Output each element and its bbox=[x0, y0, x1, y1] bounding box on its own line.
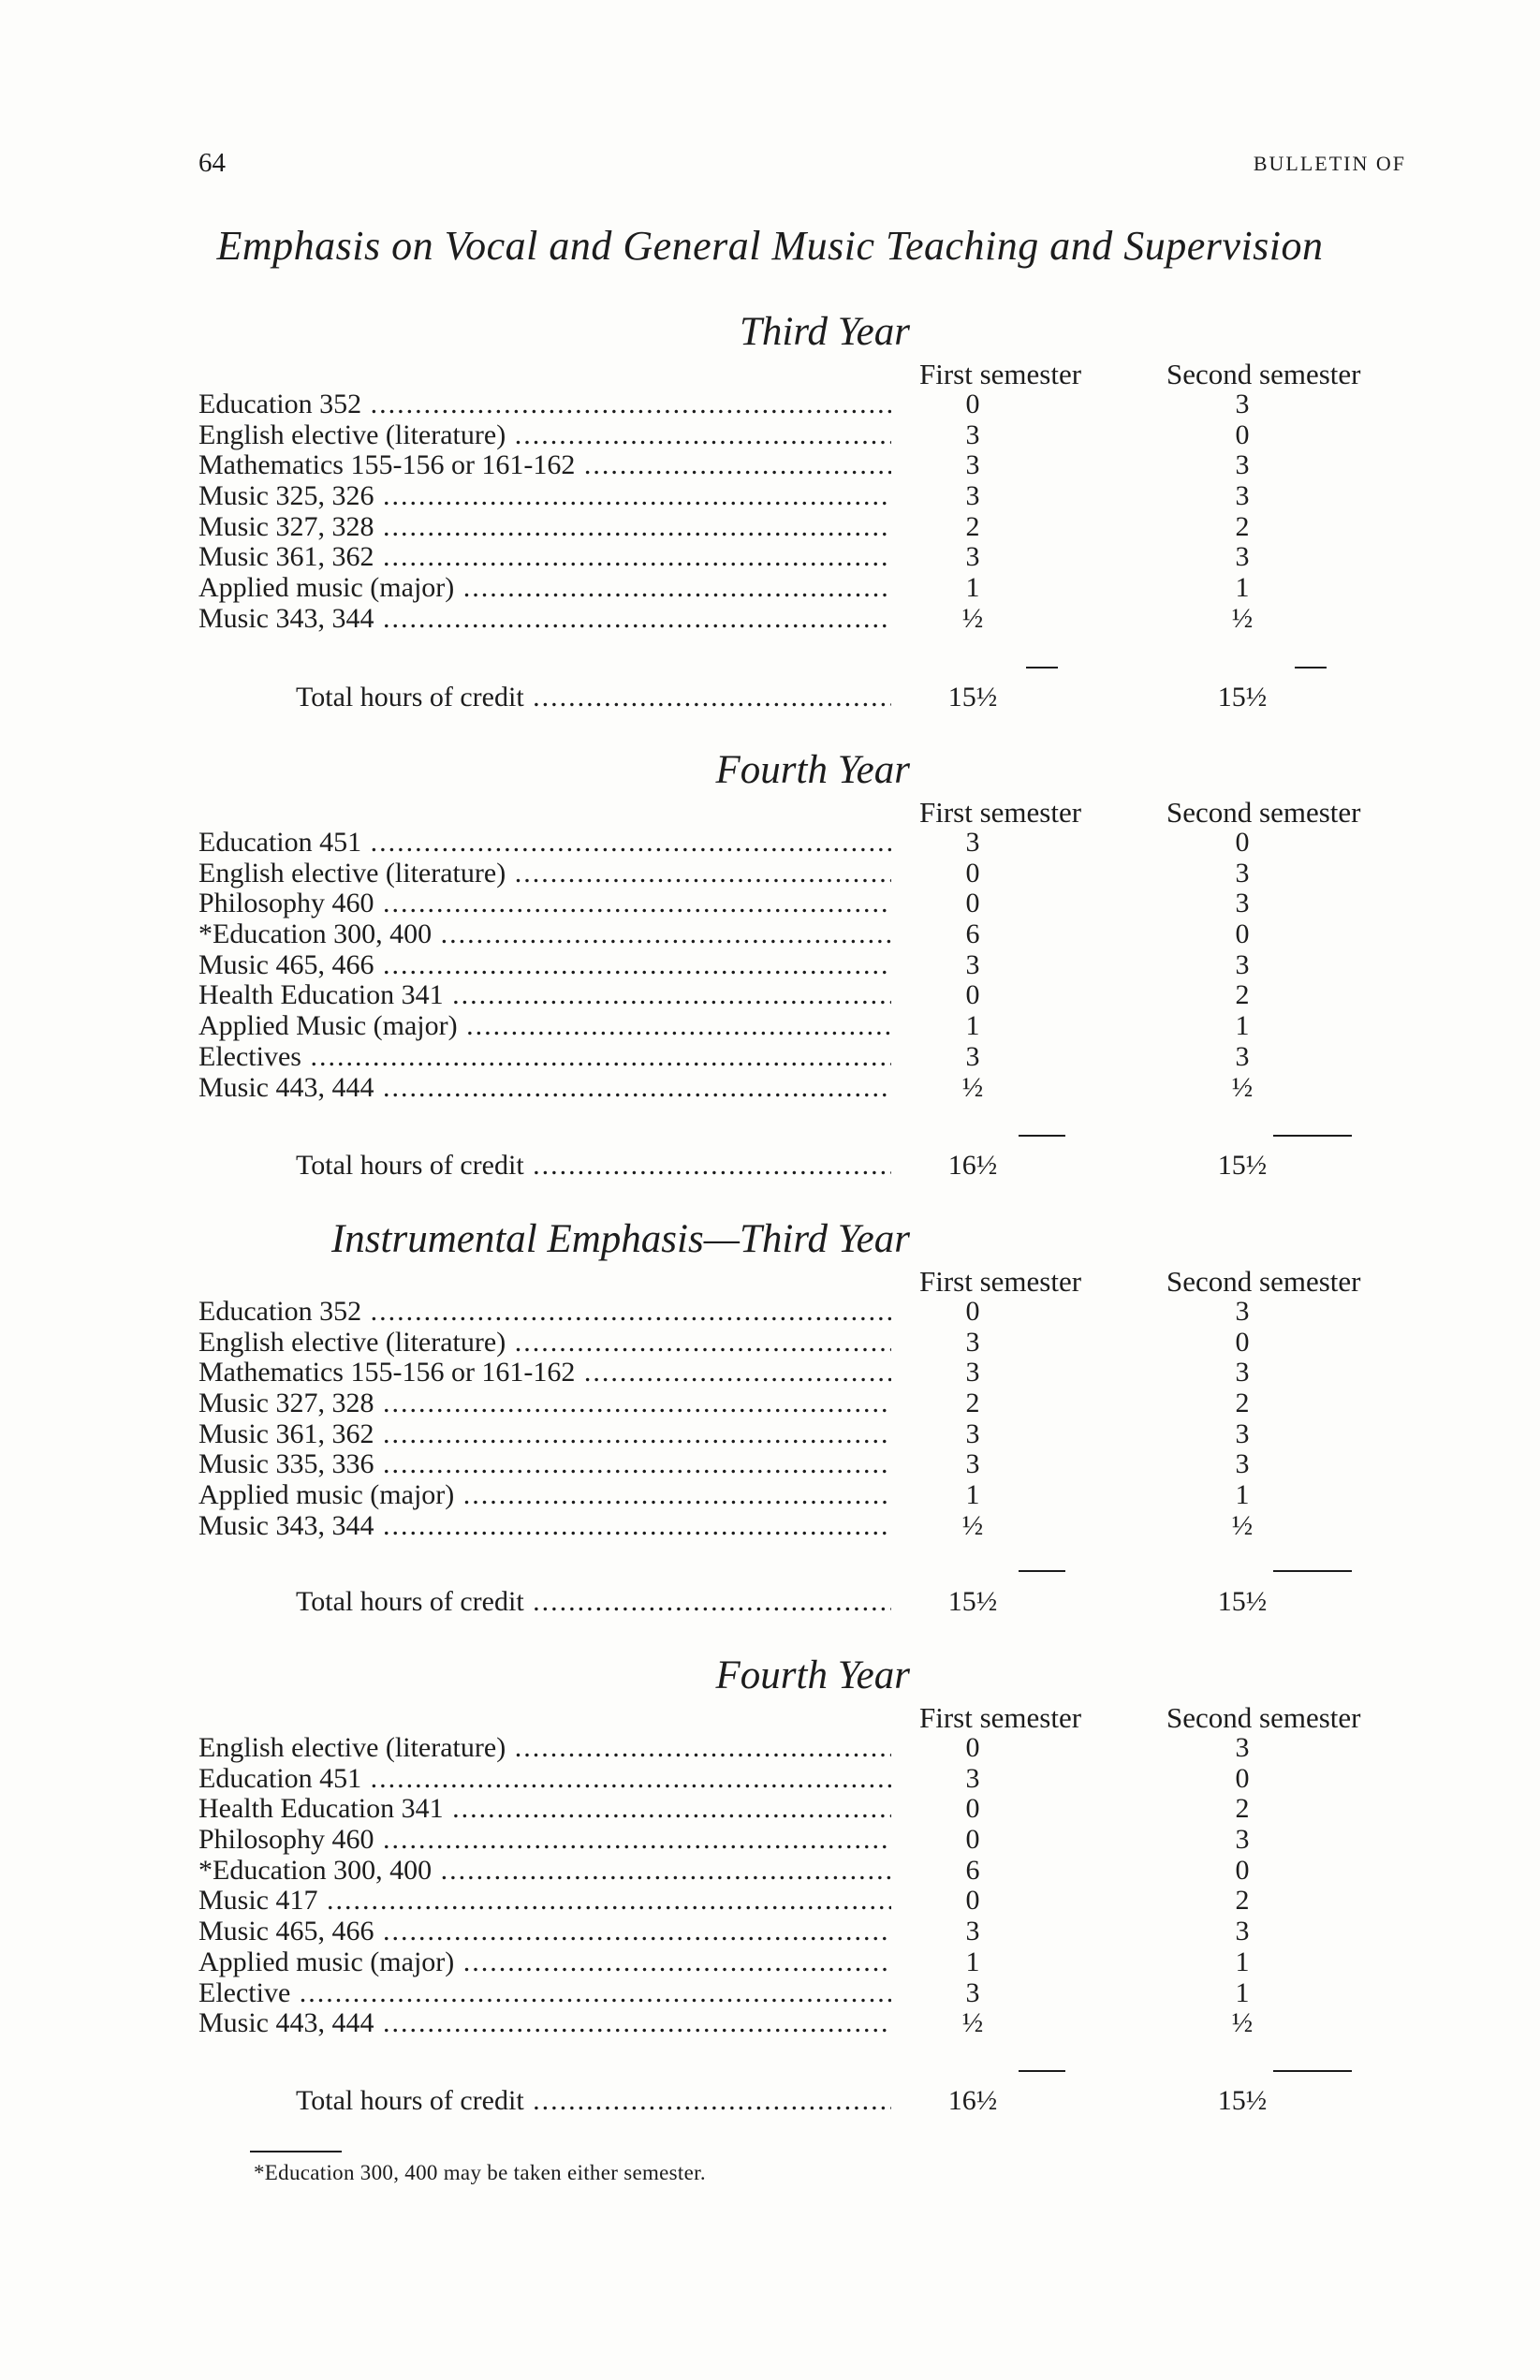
column-header-second-semester: Second semester bbox=[1166, 1265, 1361, 1298]
course-row bbox=[198, 542, 1406, 573]
second-semester-hours: 1 bbox=[1235, 1946, 1250, 1977]
course-label: English elective (literature) ..... bbox=[198, 859, 891, 889]
section-title: Third Year bbox=[739, 310, 910, 354]
section-title: Fourth Year bbox=[715, 748, 910, 792]
course-label: Music 327, 328 ..... bbox=[198, 512, 891, 543]
course-row bbox=[198, 1449, 1406, 1480]
course-label: Health Education 341 ..... bbox=[198, 980, 891, 1011]
course-row bbox=[198, 1886, 1406, 1917]
second-semester-hours: ½ bbox=[1231, 1071, 1254, 1103]
course-label: Philosophy 460 ..... bbox=[198, 1825, 891, 1856]
course-list bbox=[198, 1297, 1406, 1542]
total-row bbox=[198, 1150, 1406, 1182]
total-second-semester: 15½ bbox=[1217, 682, 1268, 713]
total-row bbox=[198, 682, 1406, 713]
course-row bbox=[198, 2008, 1406, 2039]
course-row bbox=[198, 1794, 1406, 1825]
first-semester-hours: 3 bbox=[965, 948, 980, 980]
course-label: Applied music (major) ..... bbox=[198, 573, 891, 604]
running-head bbox=[198, 148, 1406, 185]
first-semester-hours: 0 bbox=[965, 1793, 980, 1825]
course-label: Music 465, 466 ..... bbox=[198, 1917, 891, 1947]
second-semester-hours: 3 bbox=[1235, 541, 1250, 573]
course-label: *Education 300, 400 ..... bbox=[198, 919, 891, 950]
course-row bbox=[198, 1358, 1406, 1388]
first-semester-hours: 0 bbox=[965, 389, 980, 419]
total-first-semester: 15½ bbox=[947, 1586, 998, 1617]
course-label: Music 343, 344 ..... bbox=[198, 1511, 891, 1542]
course-row bbox=[198, 828, 1406, 859]
first-semester-hours: 3 bbox=[965, 1418, 980, 1449]
course-row bbox=[198, 1297, 1406, 1328]
total-first-semester: 16½ bbox=[947, 1150, 998, 1181]
course-label: Mathematics 155-156 or 161-162 ..... bbox=[198, 450, 891, 481]
second-semester-hours: 0 bbox=[1235, 1762, 1250, 1794]
course-row bbox=[198, 980, 1406, 1011]
footnote: *Education 300, 400 may be taken either semester. bbox=[254, 2161, 706, 2184]
sum-rule-second bbox=[1295, 667, 1327, 668]
second-semester-hours: 1 bbox=[1235, 1976, 1250, 2008]
first-semester-hours: ½ bbox=[961, 2007, 984, 2039]
course-row bbox=[198, 1733, 1406, 1764]
course-list bbox=[198, 389, 1406, 635]
first-semester-hours: 3 bbox=[965, 1448, 980, 1480]
course-row bbox=[198, 1480, 1406, 1511]
course-row bbox=[198, 1073, 1406, 1104]
second-semester-hours: 3 bbox=[1235, 948, 1250, 980]
course-label: Applied Music (major) ..... bbox=[198, 1011, 891, 1042]
second-semester-hours: ½ bbox=[1231, 2007, 1254, 2039]
first-semester-hours: 0 bbox=[965, 1732, 980, 1763]
first-semester-hours: 3 bbox=[965, 1326, 980, 1358]
course-row bbox=[198, 1978, 1406, 2009]
course-row bbox=[198, 512, 1406, 543]
second-semester-hours: 0 bbox=[1235, 1854, 1250, 1886]
course-label: Music 465, 466 ..... bbox=[198, 950, 891, 981]
sum-rule-second bbox=[1273, 1135, 1352, 1137]
second-semester-hours: 2 bbox=[1235, 510, 1250, 542]
second-semester-hours: 3 bbox=[1235, 1916, 1250, 1947]
first-semester-hours: 0 bbox=[965, 979, 980, 1011]
sum-rule-second bbox=[1273, 1570, 1352, 1572]
course-label: English elective (literature) ..... bbox=[198, 1733, 891, 1764]
total-second-semester: 15½ bbox=[1217, 1150, 1268, 1181]
second-semester-hours: 0 bbox=[1235, 1326, 1250, 1358]
course-row bbox=[198, 1328, 1406, 1359]
course-label: Education 451 ..... bbox=[198, 1764, 891, 1795]
second-semester-hours: 3 bbox=[1235, 1824, 1250, 1856]
first-semester-hours: 3 bbox=[965, 1976, 980, 2008]
course-label: Mathematics 155-156 or 161-162 ..... bbox=[198, 1358, 891, 1388]
first-semester-hours: 3 bbox=[965, 827, 980, 858]
course-label: Applied music (major) ..... bbox=[198, 1947, 891, 1978]
second-semester-hours: 2 bbox=[1235, 979, 1250, 1011]
second-semester-hours: 0 bbox=[1235, 918, 1250, 950]
total-label: Total hours of credit ..... bbox=[296, 682, 891, 713]
course-label: Elective ..... bbox=[198, 1978, 891, 2009]
course-label: Music 361, 362 ..... bbox=[198, 542, 891, 573]
first-semester-hours: 2 bbox=[965, 510, 980, 542]
second-semester-hours: 2 bbox=[1235, 1793, 1250, 1825]
course-label: Education 451 ..... bbox=[198, 828, 891, 859]
first-semester-hours: 0 bbox=[965, 1885, 980, 1917]
total-label: Total hours of credit ..... bbox=[296, 1150, 891, 1182]
total-first-semester: 15½ bbox=[947, 682, 998, 713]
second-semester-hours: ½ bbox=[1231, 602, 1254, 634]
sum-rule-first bbox=[1019, 1570, 1065, 1572]
column-header-first-semester: First semester bbox=[919, 1701, 1082, 1734]
first-semester-hours: 3 bbox=[965, 1357, 980, 1388]
total-first-semester: 16½ bbox=[947, 2085, 998, 2116]
course-row bbox=[198, 389, 1406, 420]
first-semester-hours: ½ bbox=[961, 602, 984, 634]
course-row bbox=[198, 450, 1406, 481]
second-semester-hours: 3 bbox=[1235, 389, 1250, 419]
main-heading: Emphasis on Vocal and General Music Teaching and Supervision bbox=[216, 223, 1324, 269]
course-label: Education 352 ..... bbox=[198, 1297, 891, 1328]
second-semester-hours: 3 bbox=[1235, 888, 1250, 919]
course-label: Health Education 341 ..... bbox=[198, 1794, 891, 1825]
course-label: English elective (literature) ..... bbox=[198, 1328, 891, 1359]
course-row bbox=[198, 1764, 1406, 1795]
second-semester-hours: 3 bbox=[1235, 1296, 1250, 1327]
second-semester-hours: 3 bbox=[1235, 1040, 1250, 1072]
column-header-second-semester: Second semester bbox=[1166, 796, 1361, 829]
second-semester-hours: 3 bbox=[1235, 857, 1250, 889]
second-semester-hours: 3 bbox=[1235, 1357, 1250, 1388]
first-semester-hours: 3 bbox=[965, 1762, 980, 1794]
first-semester-hours: 3 bbox=[965, 480, 980, 512]
second-semester-hours: 0 bbox=[1235, 419, 1250, 450]
course-row bbox=[198, 604, 1406, 635]
sum-rule-first bbox=[1019, 2070, 1065, 2072]
first-semester-hours: 0 bbox=[965, 1824, 980, 1856]
first-semester-hours: 3 bbox=[965, 541, 980, 573]
course-row bbox=[198, 859, 1406, 889]
first-semester-hours: 1 bbox=[965, 1946, 980, 1977]
course-label: Music 443, 444 ..... bbox=[198, 2008, 891, 2039]
course-row bbox=[198, 1042, 1406, 1073]
first-semester-hours: 0 bbox=[965, 1296, 980, 1327]
second-semester-hours: 1 bbox=[1235, 1479, 1250, 1511]
first-semester-hours: 6 bbox=[965, 918, 980, 950]
first-semester-hours: 2 bbox=[965, 1388, 980, 1419]
first-semester-hours: 3 bbox=[965, 419, 980, 450]
first-semester-hours: 3 bbox=[965, 449, 980, 481]
sum-rule-first bbox=[1019, 1135, 1065, 1137]
course-label: Philosophy 460 ..... bbox=[198, 889, 891, 919]
running-title: BULLETIN OF bbox=[1253, 152, 1406, 175]
first-semester-hours: 1 bbox=[965, 572, 980, 604]
first-semester-hours: 0 bbox=[965, 888, 980, 919]
course-label: Music 443, 444 ..... bbox=[198, 1073, 891, 1104]
total-row bbox=[198, 2085, 1406, 2117]
course-label: Applied music (major) ..... bbox=[198, 1480, 891, 1511]
second-semester-hours: 3 bbox=[1235, 1448, 1250, 1480]
course-row bbox=[198, 1511, 1406, 1542]
footnote-rule bbox=[250, 2151, 342, 2152]
first-semester-hours: 1 bbox=[965, 1010, 980, 1042]
first-semester-hours: ½ bbox=[961, 1071, 984, 1103]
course-row bbox=[198, 420, 1406, 451]
course-row bbox=[198, 889, 1406, 919]
course-label: Music 343, 344 ..... bbox=[198, 604, 891, 635]
second-semester-hours: 1 bbox=[1235, 1010, 1250, 1042]
course-list bbox=[198, 828, 1406, 1103]
course-list bbox=[198, 1733, 1406, 2039]
total-second-semester: 15½ bbox=[1217, 2085, 1268, 2116]
course-label: Education 352 ..... bbox=[198, 389, 891, 420]
section-title: Fourth Year bbox=[715, 1653, 910, 1697]
second-semester-hours: 1 bbox=[1235, 572, 1250, 604]
second-semester-hours: 3 bbox=[1235, 1418, 1250, 1449]
first-semester-hours: 0 bbox=[965, 857, 980, 889]
course-row bbox=[198, 1011, 1406, 1042]
course-row bbox=[198, 1917, 1406, 1947]
first-semester-hours: 3 bbox=[965, 1916, 980, 1947]
course-row bbox=[198, 1419, 1406, 1450]
first-semester-hours: ½ bbox=[961, 1509, 984, 1541]
course-label: Music 417 ..... bbox=[198, 1886, 891, 1917]
column-header-second-semester: Second semester bbox=[1166, 1701, 1361, 1734]
sum-rule-second bbox=[1273, 2070, 1352, 2072]
second-semester-hours: ½ bbox=[1231, 1509, 1254, 1541]
page-number: 64 bbox=[198, 148, 226, 178]
column-header-first-semester: First semester bbox=[919, 358, 1082, 390]
second-semester-hours: 0 bbox=[1235, 827, 1250, 858]
second-semester-hours: 3 bbox=[1235, 1732, 1250, 1763]
course-label: Music 325, 326 ..... bbox=[198, 481, 891, 512]
second-semester-hours: 3 bbox=[1235, 449, 1250, 481]
course-label: Music 327, 328 ..... bbox=[198, 1388, 891, 1419]
column-header-first-semester: First semester bbox=[919, 1265, 1082, 1298]
second-semester-hours: 2 bbox=[1235, 1388, 1250, 1419]
course-label: Electives ..... bbox=[198, 1042, 891, 1073]
course-row bbox=[198, 1825, 1406, 1856]
column-header-second-semester: Second semester bbox=[1166, 358, 1361, 390]
first-semester-hours: 3 bbox=[965, 1040, 980, 1072]
course-row bbox=[198, 481, 1406, 512]
sum-rule-first bbox=[1026, 667, 1058, 668]
course-row bbox=[198, 1856, 1406, 1887]
course-row bbox=[198, 950, 1406, 981]
second-semester-hours: 3 bbox=[1235, 480, 1250, 512]
second-semester-hours: 2 bbox=[1235, 1885, 1250, 1917]
first-semester-hours: 1 bbox=[965, 1479, 980, 1511]
course-row bbox=[198, 919, 1406, 950]
total-label: Total hours of credit ..... bbox=[296, 1586, 891, 1618]
course-label: Music 361, 362 ..... bbox=[198, 1419, 891, 1450]
column-header-first-semester: First semester bbox=[919, 796, 1082, 829]
course-row bbox=[198, 573, 1406, 604]
total-row bbox=[198, 1586, 1406, 1618]
total-label: Total hours of credit ..... bbox=[296, 2085, 891, 2117]
course-label: Music 335, 336 ..... bbox=[198, 1449, 891, 1480]
total-second-semester: 15½ bbox=[1217, 1586, 1268, 1617]
course-row bbox=[198, 1947, 1406, 1978]
first-semester-hours: 6 bbox=[965, 1854, 980, 1886]
course-row bbox=[198, 1388, 1406, 1419]
course-label: *Education 300, 400 ..... bbox=[198, 1856, 891, 1887]
section-title: Instrumental Emphasis—Third Year bbox=[330, 1217, 910, 1261]
course-label: English elective (literature) ..... bbox=[198, 420, 891, 451]
